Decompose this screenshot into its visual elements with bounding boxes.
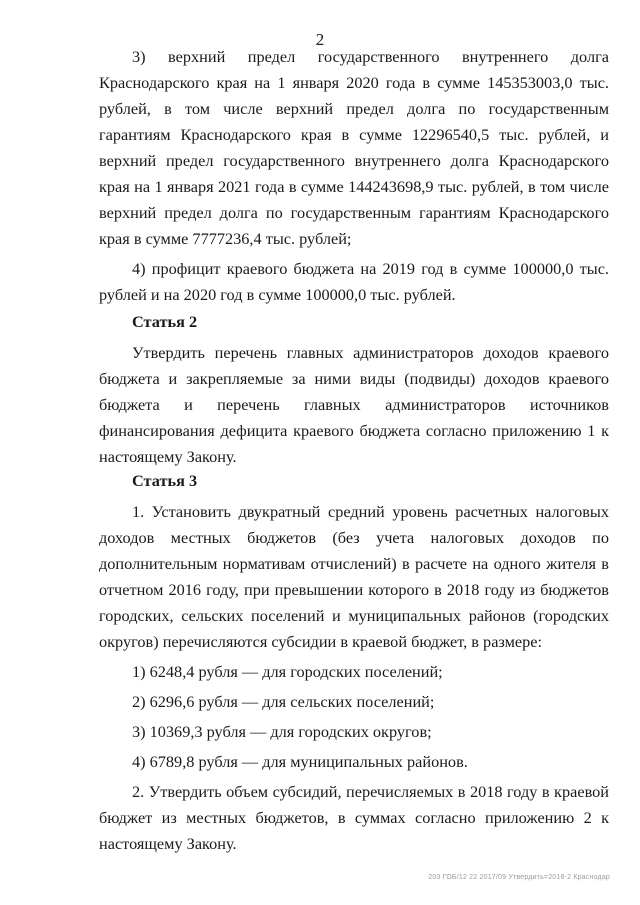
paragraph-item-4: 4) профицит краевого бюджета на 2019 год в сумме 100000,0 тыс. рублей и на 2020 год в сумме 100000,0 тыс. рублей. xyxy=(99,259,609,304)
list-item: 2) 6296,6 рубля — для сельских поселений; xyxy=(132,692,435,711)
article-3-paragraph-1: 1. Установить двукратный средний уровень расчетных налоговых доходов местных бюджетов (без учета налоговых доходов по дополнительным нормативам отчислений) в расчете на одного жителя в отчетном 2016 году, при превышении которого в 2018 году из бюджетов городских, сельских поселений и муниципальных районов (городских округов) перечисляются субсидии в краевой бюджет, в размере: xyxy=(99,502,609,651)
list-item: 3) 10369,3 рубля — для городских округов; xyxy=(132,722,432,741)
page-number: 2 xyxy=(315,30,325,49)
article-2-heading: Статья 2 xyxy=(132,312,198,331)
budget-items-block xyxy=(99,44,609,308)
article-2-block xyxy=(99,340,609,470)
article-2-text: Утвердить перечень главных администраторов доходов краевого бюджета и закрепляемые за ними виды (подвиды) доходов краевого бюджета и перечень главных администраторов источников финансирования дефицита краевого бюджета согласно приложению 1 к настоящему Закону. xyxy=(99,343,609,466)
footer-stamp: 203 ГОБ/12 22 2017/09 Утвердить=2018-2 Краснодар xyxy=(428,874,610,881)
article-3-block xyxy=(99,499,609,857)
article-3-heading: Статья 3 xyxy=(132,471,198,490)
list-item: 1) 6248,4 рубля — для городских поселений; xyxy=(132,662,443,681)
list-item: 4) 6789,8 рубля — для муниципальных районов. xyxy=(132,752,468,771)
article-3-paragraph-2: 2. Утвердить объем субсидий, перечисляемых в 2018 году в краевой бюджет из местных бюджетов, в суммах согласно приложению 2 к настоящему Закону. xyxy=(99,782,609,853)
paragraph-item-3: 3) верхний предел государственного внутреннего долга Краснодарского края на 1 января 2020 года в сумме 145353003,0 тыс. рублей, в том числе верхний предел долга по государственным гарантиям Краснодарского края в сумме 12296540,5 тыс. рублей, и верхний предел государственного внутреннего долга Краснодарского края на 1 января 2021 года в сумме 144243698,9 тыс. рублей, в том числе верхний предел долга по государственным гарантиям Краснодарского края в сумме 7777236,4 тыс. рублей; xyxy=(99,47,609,248)
